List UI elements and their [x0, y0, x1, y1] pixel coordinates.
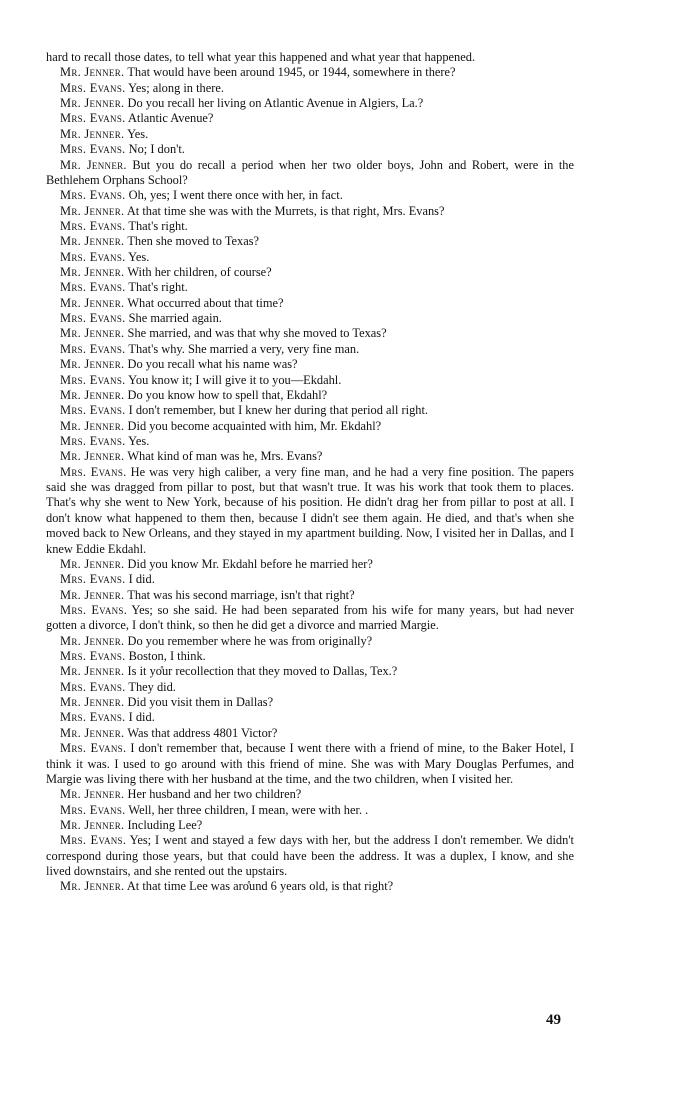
speech-text: They did. — [128, 679, 176, 694]
speaker-name: Mrs. Evans. — [60, 433, 126, 448]
transcript-paragraph — [46, 388, 574, 403]
speaker-name: Mrs. Evans. — [60, 218, 126, 233]
speech-text: She married again. — [128, 311, 222, 326]
speaker-name: Mr. Jenner. — [60, 295, 125, 310]
speaker-name: Mr. Jenner. — [60, 725, 125, 740]
transcript-paragraph — [46, 65, 574, 80]
speech-text: Did you know Mr. Ekdahl before he married her? — [127, 556, 373, 571]
transcript-paragraph — [46, 465, 574, 557]
speech-text: Boston, I think. — [128, 649, 206, 664]
speech-text: Yes; so she said. He had been separated from his wife for many years, but had never gotten a divorce, I don't think, so then he did get a divorce and married Margie. — [46, 602, 574, 633]
speaker-name: Mr. Jenner. — [60, 817, 125, 832]
speech-text: I did. — [128, 710, 155, 725]
transcript-paragraph — [46, 634, 574, 649]
speaker-name: Mr. Jenner. — [60, 449, 125, 464]
speech-text: Do you remember where he was from originally? — [127, 633, 373, 648]
transcript-paragraph — [46, 588, 574, 603]
speech-text: Yes. — [128, 433, 150, 448]
transcript-paragraph — [46, 833, 574, 879]
speech-text: That would have been around 1945, or 1944, somewhere in there? — [127, 65, 456, 80]
transcript-paragraph — [46, 434, 574, 449]
transcript-paragraph — [46, 127, 574, 142]
speech-text: That's why. She married a very, very fine man. — [128, 341, 360, 356]
transcript-paragraph — [46, 50, 574, 65]
speaker-name: Mrs. Evans. — [60, 572, 126, 587]
speaker-name: Mr. Jenner. — [60, 326, 125, 341]
speaker-name: Mr. Jenner. — [60, 126, 125, 141]
transcript-paragraph — [46, 219, 574, 234]
transcript-paragraph — [46, 726, 574, 741]
speech-text: I don't remember that, because I went there with a friend of mine, to the Baker Hotel, I think it was. I used to go around with this friend of mine. She was with Mary Douglas Perfumes, and Margie was living there with her husband at the time, and the two children, when I visited her. — [46, 741, 574, 786]
speech-text: Yes. — [127, 126, 149, 141]
speaker-name: Mr. Jenner. — [60, 695, 125, 710]
speech-text: Her husband and her two children? — [127, 787, 302, 802]
speech-text: At that time she was with the Murrets, is that right, Mrs. Evans? — [126, 203, 445, 218]
speaker-name: Mrs. Evans. — [60, 142, 126, 157]
transcript-paragraph — [46, 96, 574, 111]
speech-text: At that time Lee was aro̊und 6 years old, is that right? — [126, 879, 394, 894]
speaker-name: Mrs. Evans. — [60, 802, 126, 817]
transcript-paragraph — [46, 265, 574, 280]
transcript-paragraph — [46, 572, 574, 587]
speaker-name: Mr. Jenner. — [60, 556, 125, 571]
speaker-name: Mr. Jenner. — [60, 387, 125, 402]
speech-text: That's right. — [128, 280, 188, 295]
transcript-paragraph — [46, 680, 574, 695]
speech-text: I don't remember, but I knew her during that period all right. — [128, 403, 429, 418]
speech-text: Yes; along in there. — [128, 80, 224, 95]
speech-text: You know it; I will give it to you—Ekdahl. — [128, 372, 342, 387]
transcript-paragraph — [46, 449, 574, 464]
speaker-name: Mr. Jenner. — [60, 418, 125, 433]
speaker-name: Mrs. Evans. — [60, 372, 126, 387]
speech-text: With her children, of course? — [127, 265, 272, 280]
speech-text: What occurred about that time? — [127, 295, 284, 310]
speech-text: Do you recall her living on Atlantic Avenue in Algiers, La.? — [127, 96, 424, 111]
transcript-paragraph — [46, 419, 574, 434]
transcript-paragraph — [46, 280, 574, 295]
speaker-name: Mrs. Evans. — [60, 341, 126, 356]
speech-text: That's right. — [128, 218, 188, 233]
speaker-name: Mrs. Evans. — [60, 833, 127, 848]
transcript-paragraph — [46, 373, 574, 388]
speech-text: hard to recall those dates, to tell what year this happened and what year that happened. — [46, 50, 476, 64]
transcript-paragraph — [46, 787, 574, 802]
speaker-name: Mr. Jenner. — [60, 879, 125, 894]
transcript-paragraph — [46, 664, 574, 679]
speaker-name: Mr. Jenner. — [60, 633, 125, 648]
transcript-paragraph — [46, 818, 574, 833]
speaker-name: Mr. Jenner. — [60, 587, 125, 602]
speech-text: Well, her three children, I mean, were with her. . — [128, 802, 369, 817]
speech-text: He was very high caliber, a very fine man, and he had a very fine position. The papers said she was dragged from pillar to post, but that wasn't true. It was his work that took them to places. That's why she went to New York, because of his position. He didn't drag her from pillar to post at all. I don't know what happened to them then, because I didn't see them again. He died, and that's when she moved back to New Orleans, and they stayed in my apartment building. Now, I visited her in Dallas, and I knew Eddie Ekdahl. — [46, 464, 575, 556]
transcript-paragraph — [46, 803, 574, 818]
transcript-paragraph — [46, 326, 574, 341]
speech-text: Including Lee? — [127, 817, 203, 832]
speech-text: She married, and was that why she moved to Texas? — [127, 326, 387, 341]
speech-text: Did you become acquainted with him, Mr. Ekdahl? — [127, 418, 382, 433]
speaker-name: Mr. Jenner. — [60, 157, 127, 172]
speech-text: Atlantic Avenue? — [127, 111, 214, 126]
page-number: 49 — [546, 1012, 561, 1028]
speaker-name: Mr. Jenner. — [60, 664, 125, 679]
transcript-paragraph — [46, 81, 574, 96]
speaker-name: Mrs. Evans. — [60, 710, 126, 725]
speaker-name: Mr. Jenner. — [60, 234, 125, 249]
speaker-name: Mrs. Evans. — [60, 249, 126, 264]
speech-text: Did you visit them in Dallas? — [127, 695, 274, 710]
transcript-paragraph — [46, 188, 574, 203]
speech-text: Is it yo̊ur recollection that they moved to Dallas, Tex.? — [127, 664, 398, 679]
speaker-name: Mrs. Evans. — [60, 403, 126, 418]
speaker-name: Mrs. Evans. — [60, 280, 126, 295]
speaker-name: Mrs. Evans. — [60, 311, 126, 326]
speaker-name: Mr. Jenner. — [60, 203, 125, 218]
transcript-paragraph — [46, 142, 574, 157]
transcript-paragraph — [46, 710, 574, 725]
transcript-paragraph — [46, 204, 574, 219]
transcript-paragraph — [46, 879, 574, 894]
transcript-paragraph — [46, 741, 574, 787]
speaker-name: Mr. Jenner. — [60, 265, 125, 280]
speech-text: Yes; I went and stayed a few days with her, but the address I don't remember. We didn't correspond during those years, but that could have been the address. It was a duplex, I know, and she lived downstairs, and she rented out the upstairs. — [46, 833, 574, 879]
speaker-name: Mrs. Evans. — [60, 80, 126, 95]
speaker-name: Mrs. Evans. — [60, 602, 128, 617]
transcript-paragraph — [46, 250, 574, 265]
speech-text: But you do recall a period when her two older boys, John and Robert, were in the Bethlehem Orphans School? — [46, 157, 574, 187]
speaker-name: Mrs. Evans. — [60, 464, 127, 479]
transcript-paragraph — [46, 311, 574, 326]
speaker-name: Mrs. Evans. — [60, 188, 126, 203]
transcript-paragraph — [46, 695, 574, 710]
speaker-name: Mrs. Evans. — [60, 679, 126, 694]
transcript-paragraph — [46, 603, 574, 634]
speech-text: Do you know how to spell that, Ekdahl? — [127, 387, 328, 402]
transcript-paragraph — [46, 557, 574, 572]
speech-text: Do you recall what his name was? — [127, 357, 298, 372]
speaker-name: Mr. Jenner. — [60, 787, 125, 802]
transcript-paragraph — [46, 111, 574, 126]
speaker-name: Mrs. Evans. — [60, 741, 127, 756]
transcript-paragraph — [46, 342, 574, 357]
speech-text: What kind of man was he, Mrs. Evans? — [127, 449, 323, 464]
transcript-paragraph — [46, 296, 574, 311]
transcript-paragraph — [46, 403, 574, 418]
transcript-page — [46, 50, 574, 895]
speech-text: No; I don't. — [128, 142, 185, 157]
speech-text: That was his second marriage, isn't that right? — [127, 587, 355, 602]
speaker-name: Mr. Jenner. — [60, 65, 125, 80]
speaker-name: Mr. Jenner. — [60, 357, 125, 372]
transcript-paragraph — [46, 158, 574, 189]
speaker-name: Mrs. Evans. — [60, 111, 126, 126]
speech-text: Was that address 4801 Victor? — [127, 725, 278, 740]
transcript-paragraph — [46, 234, 574, 249]
speech-text: I did. — [128, 572, 155, 587]
speech-text: Then she moved to Texas? — [127, 234, 260, 249]
transcript-paragraph — [46, 357, 574, 372]
speaker-name: Mr. Jenner. — [60, 96, 125, 111]
speaker-name: Mrs. Evans. — [60, 649, 126, 664]
speech-text: Oh, yes; I went there once with her, in fact. — [128, 188, 343, 203]
speech-text: Yes. — [128, 249, 150, 264]
transcript-paragraph — [46, 649, 574, 664]
